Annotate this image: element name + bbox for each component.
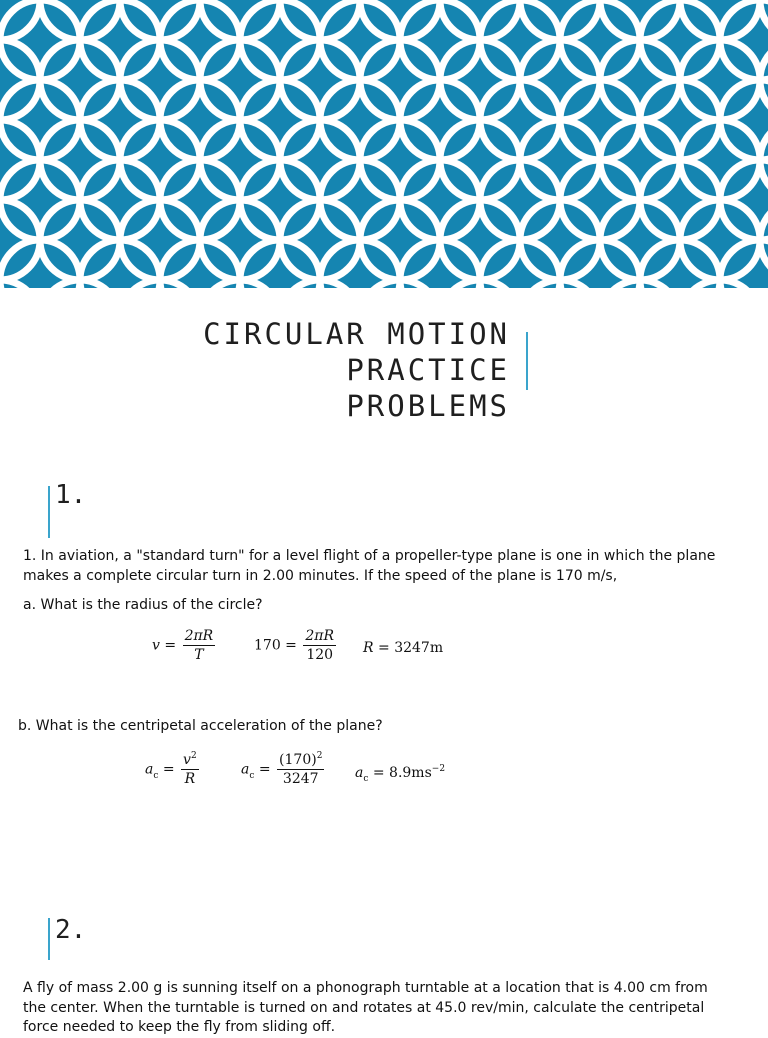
equation-velocity: v = $\frac{2\pi R}{T}$	[152, 628, 214, 663]
header-banner	[0, 0, 768, 288]
problem-2-line-3: force needed to keep the fly from sliding off.	[23, 1019, 336, 1035]
problem-2-text	[23, 979, 753, 1038]
eq5-fraction	[277, 752, 324, 787]
problem-1-line-2: makes a complete circular turn in 2.00 minutes. If the speed of the plane is 170 m/s,	[23, 567, 618, 584]
eq4-numerator: $v^2$	[183, 751, 197, 768]
question-b: b. What is the centripetal acceleration of the plane?	[18, 718, 383, 734]
eq3-rhs: 3247m	[394, 640, 444, 656]
circle-pattern-banner	[0, 0, 768, 288]
equation-centripetal-substitution: $a_c$ = $\frac{(170)^2}{3247}$	[241, 751, 323, 787]
eq5-denominator: 3247	[282, 771, 319, 787]
equation-acceleration-result: $a_c = 8.9ms^{-2}$	[355, 764, 446, 784]
equation-radius-result: R = 3247m	[363, 640, 444, 656]
title-accent-bar	[526, 332, 528, 390]
title-line-2: PROBLEMS	[346, 389, 510, 423]
eq2-denominator: 120	[306, 647, 334, 663]
eq3-lhs: R	[363, 640, 374, 656]
eq5-numerator: $(170)^2$	[279, 751, 323, 768]
problem-1-text	[23, 547, 753, 586]
eq1-numerator: 2πR	[184, 628, 214, 644]
eq1-lhs: v	[152, 637, 160, 654]
eq2-fraction	[303, 628, 336, 663]
eq1-fraction	[183, 628, 216, 663]
title-line-1: CIRCULAR MOTION PRACTICE	[203, 317, 510, 387]
eq2-lhs: 170	[254, 637, 281, 654]
section-2-accent-bar	[48, 918, 50, 960]
section-1-number: 1.	[55, 480, 87, 510]
problem-2-line-1: A fly of mass 2.00 g is sunning itself on a phonograph turntable at a location that is 4.00 cm from	[23, 980, 708, 996]
eq2-numerator: 2πR	[305, 628, 335, 644]
eq4-denominator: R	[184, 771, 196, 787]
question-a: a. What is the radius of the circle?	[23, 597, 263, 613]
page-title	[90, 316, 510, 424]
equation-substitution: 170 = $\frac{2\pi R}{120}$	[254, 628, 335, 663]
problem-1-line-1: 1. In aviation, a "standard turn" for a level flight of a propeller-type plane is one in which the plane	[23, 548, 716, 564]
section-1-accent-bar	[48, 486, 50, 538]
eq1-denominator: T	[194, 647, 204, 663]
problem-2-line-2: the center. When the turntable is turned on and rotates at 45.0 rev/min, calculate the centripetal	[23, 999, 705, 1016]
equation-centripetal: $a_c$ = $\frac{v^2}{R}$	[145, 751, 197, 787]
section-2-number: 2.	[55, 915, 87, 945]
eq4-fraction	[181, 752, 199, 787]
